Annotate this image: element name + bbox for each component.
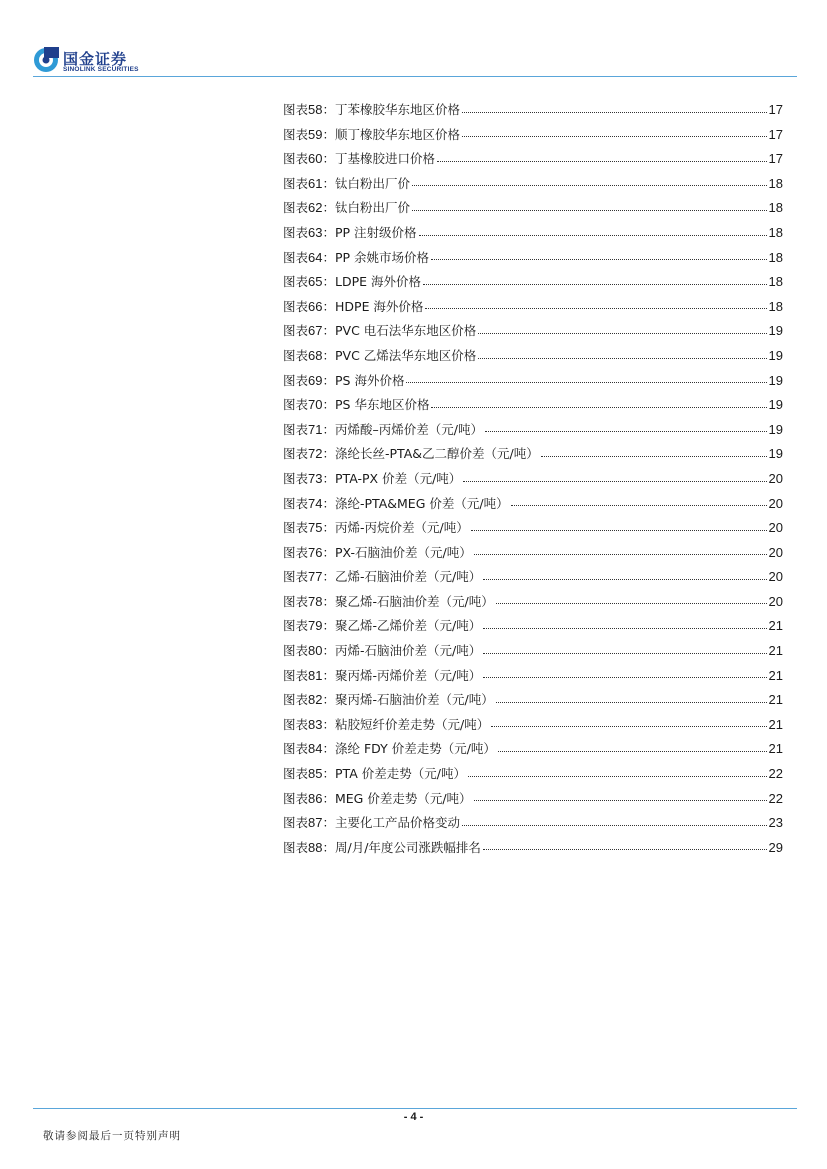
page-reference: 20 (768, 544, 783, 560)
figure-colon: ： (322, 520, 335, 536)
page-reference: 20 (768, 470, 783, 486)
figure-prefix: 图表 (283, 446, 309, 462)
company-logo (33, 47, 163, 77)
toc-entry[interactable] (283, 492, 783, 517)
page-reference: 18 (768, 200, 783, 216)
figure-number: 78 (308, 593, 323, 609)
toc-entry[interactable] (283, 344, 783, 369)
dot-leader (462, 111, 767, 113)
toc-entry[interactable] (283, 442, 783, 467)
figure-prefix: 图表 (283, 766, 309, 782)
page-header (0, 0, 827, 80)
figure-prefix: 图表 (283, 544, 309, 560)
toc-entry[interactable] (283, 614, 783, 639)
page-reference: 17 (768, 102, 783, 117)
figure-prefix: 图表 (283, 298, 309, 314)
figure-prefix: 图表 (283, 716, 309, 732)
dot-leader (483, 578, 766, 580)
toc-entry[interactable] (283, 737, 783, 762)
page-reference: 21 (768, 716, 783, 732)
figure-colon: ： (322, 470, 335, 486)
sinolink-logo-icon (33, 47, 59, 73)
dot-leader (431, 406, 766, 408)
page-reference: 21 (768, 643, 783, 659)
figure-colon: ： (322, 446, 335, 462)
figure-colon: ： (322, 175, 335, 191)
page-reference: 22 (768, 766, 783, 782)
figure-title: PVC 乙烯法华东地区价格 (335, 347, 477, 363)
figure-colon: ： (322, 643, 335, 659)
dot-leader (462, 135, 767, 137)
figure-colon: ： (322, 274, 335, 290)
figure-colon: ： (322, 593, 335, 609)
figure-title: 主要化工产品价格变动 (335, 815, 461, 831)
figure-prefix: 图表 (283, 495, 309, 511)
figure-title: 涤纶长丝-PTA&乙二醇价差（元/吨） (335, 446, 539, 462)
figure-prefix: 图表 (283, 618, 309, 634)
toc-entry[interactable] (283, 123, 783, 148)
toc-entry[interactable] (283, 516, 783, 541)
dot-leader (496, 701, 767, 703)
page-reference: 17 (768, 151, 783, 167)
figure-prefix: 图表 (283, 643, 309, 659)
toc-entry[interactable] (283, 467, 783, 492)
figure-title: PP 注射级价格 (335, 224, 417, 240)
toc-entry[interactable] (283, 541, 783, 566)
figure-prefix: 图表 (283, 323, 309, 339)
dot-leader (471, 529, 767, 531)
toc-entry[interactable] (283, 98, 783, 123)
figure-title: 乙烯-石脑油价差（元/吨） (335, 569, 482, 585)
toc-entry[interactable] (283, 565, 783, 590)
figure-prefix: 图表 (283, 593, 309, 609)
figure-title: 涤纶 FDY 价差走势（元/吨） (335, 741, 496, 757)
page-reference: 18 (768, 298, 783, 314)
page-reference: 17 (768, 126, 783, 142)
figure-title: 钛白粉出厂价 (335, 175, 411, 191)
figure-prefix: 图表 (283, 175, 309, 191)
toc-entry[interactable] (283, 418, 783, 443)
figure-prefix: 图表 (283, 347, 309, 363)
figure-number: 70 (308, 397, 323, 413)
header-divider (33, 76, 797, 77)
figure-prefix: 图表 (283, 151, 309, 167)
figure-colon: ： (322, 323, 335, 339)
figure-number: 88 (308, 839, 323, 855)
figure-colon: ： (322, 126, 335, 142)
figure-title: PS 海外价格 (335, 372, 405, 388)
figure-title: 聚乙烯-石脑油价差（元/吨） (335, 593, 494, 609)
dot-leader (474, 553, 767, 555)
figure-title: 周/月/年度公司涨跌幅排名 (335, 839, 481, 855)
figure-colon: ： (322, 790, 335, 806)
figure-title: 涤纶-PTA&MEG 价差（元/吨） (335, 495, 509, 511)
figure-prefix: 图表 (283, 274, 309, 290)
figure-prefix: 图表 (283, 397, 309, 413)
toc-entry[interactable] (283, 787, 783, 812)
toc-entry[interactable] (283, 172, 783, 197)
toc-entry[interactable] (283, 369, 783, 394)
toc-entry[interactable] (283, 221, 783, 246)
dot-leader (419, 234, 767, 236)
figure-colon: ： (322, 249, 335, 265)
figure-colon: ： (322, 397, 335, 413)
dot-leader (478, 332, 766, 334)
dot-leader (485, 430, 767, 432)
toc-entry[interactable] (283, 811, 783, 836)
figure-prefix: 图表 (283, 790, 309, 806)
figure-prefix: 图表 (283, 249, 309, 265)
figure-colon: ： (322, 839, 335, 855)
figure-title: 顺丁橡胶华东地区价格 (335, 126, 461, 142)
figure-number: 72 (308, 446, 323, 462)
figure-colon: ： (322, 151, 335, 167)
page-number: - 4 - (403, 1111, 424, 1123)
figure-title: PTA 价差走势（元/吨） (335, 766, 466, 782)
toc-entry[interactable] (283, 762, 783, 787)
dot-leader (468, 775, 767, 777)
figure-number: 65 (308, 274, 323, 290)
figure-colon: ： (322, 544, 335, 560)
page-reference: 21 (768, 692, 783, 708)
figure-prefix: 图表 (283, 126, 309, 142)
toc-entry[interactable] (283, 688, 783, 713)
figure-number: 71 (308, 421, 323, 437)
footer-divider (33, 1108, 797, 1109)
figure-title: PS 华东地区价格 (335, 397, 430, 413)
toc-entry[interactable] (283, 639, 783, 664)
page-reference: 18 (768, 175, 783, 191)
dot-leader (483, 676, 766, 678)
figure-number: 74 (308, 495, 323, 511)
page-reference: 20 (768, 495, 783, 511)
figure-colon: ： (322, 692, 335, 708)
toc-entry[interactable] (283, 664, 783, 689)
figure-number: 83 (308, 716, 323, 732)
dot-leader (412, 209, 767, 211)
figure-prefix: 图表 (283, 667, 309, 683)
dot-leader (412, 184, 767, 186)
figure-number: 59 (308, 126, 323, 142)
page-reference: 23 (768, 815, 783, 831)
figure-colon: ： (322, 766, 335, 782)
dot-leader (498, 750, 767, 752)
toc-entry[interactable] (283, 246, 783, 271)
figure-title: 粘胶短纤价差走势（元/吨） (335, 716, 490, 732)
toc-entry[interactable] (283, 590, 783, 615)
page-reference: 18 (768, 274, 783, 290)
figure-number: 64 (308, 249, 323, 265)
figure-colon: ： (322, 618, 335, 634)
figure-number: 73 (308, 470, 323, 486)
dot-leader (425, 307, 766, 309)
dot-leader (423, 283, 767, 285)
figure-number: 58 (308, 102, 323, 117)
toc-entry[interactable] (283, 147, 783, 172)
figure-title: 聚乙烯-乙烯价差（元/吨） (335, 618, 482, 634)
page-reference: 20 (768, 520, 783, 536)
figure-number: 62 (308, 200, 323, 216)
figure-number: 68 (308, 347, 323, 363)
dot-leader (496, 602, 767, 604)
page-reference: 21 (768, 741, 783, 757)
page-reference: 21 (768, 618, 783, 634)
toc-entry[interactable] (283, 836, 783, 861)
dot-leader (478, 357, 766, 359)
dot-leader (406, 381, 766, 383)
figure-number: 82 (308, 692, 323, 708)
page-reference: 29 (768, 839, 783, 855)
figure-number: 63 (308, 224, 323, 240)
page-reference: 22 (768, 790, 783, 806)
dot-leader (431, 258, 766, 260)
figure-title: 钛白粉出厂价 (335, 200, 411, 216)
dot-leader (483, 848, 767, 850)
page-reference: 20 (768, 593, 783, 609)
figure-title: PP 余姚市场价格 (335, 249, 430, 265)
figure-title: 丙烯-丙烷价差（元/吨） (335, 520, 469, 536)
page-reference: 20 (768, 569, 783, 585)
figure-colon: ： (322, 372, 335, 388)
figure-colon: ： (322, 102, 335, 117)
figure-number: 77 (308, 569, 323, 585)
dot-leader (511, 504, 767, 506)
page-reference: 19 (768, 347, 783, 363)
toc-entry[interactable] (283, 295, 783, 320)
toc-entry[interactable] (283, 270, 783, 295)
figure-prefix: 图表 (283, 470, 309, 486)
figure-colon: ： (322, 347, 335, 363)
dot-leader (491, 725, 766, 727)
figure-title: LDPE 海外价格 (335, 274, 421, 290)
figure-title: 丙烯酸–丙烯价差（元/吨） (335, 421, 483, 437)
figure-colon: ： (322, 716, 335, 732)
figure-title: 丁苯橡胶华东地区价格 (335, 102, 461, 117)
page-reference: 18 (768, 224, 783, 240)
figure-number: 75 (308, 520, 323, 536)
figure-colon: ： (322, 569, 335, 585)
figure-title: 丙烯-石脑油价差（元/吨） (335, 643, 482, 659)
figure-title: 丁基橡胶进口价格 (335, 151, 436, 167)
figure-prefix: 图表 (283, 839, 309, 855)
figure-number: 60 (308, 151, 323, 167)
figure-number: 67 (308, 323, 323, 339)
figure-prefix: 图表 (283, 102, 309, 117)
disclaimer-text: 敬请参阅最后一页特别声明 (43, 1130, 181, 1142)
figure-prefix: 图表 (283, 224, 309, 240)
figure-colon: ： (322, 200, 335, 216)
toc-entry[interactable] (283, 393, 783, 418)
toc-entry[interactable] (283, 713, 783, 738)
page-reference: 19 (768, 397, 783, 413)
figure-colon: ： (322, 741, 335, 757)
dot-leader (463, 480, 766, 482)
dot-leader (474, 799, 767, 801)
figure-number: 86 (308, 790, 323, 806)
figure-colon: ： (322, 667, 335, 683)
figure-number: 84 (308, 741, 323, 757)
figure-colon: ： (322, 815, 335, 831)
dot-leader (462, 824, 767, 826)
page-reference: 19 (768, 372, 783, 388)
figure-title: PVC 电石法华东地区价格 (335, 323, 477, 339)
figure-title: 聚丙烯-石脑油价差（元/吨） (335, 692, 494, 708)
figure-list (283, 98, 783, 860)
toc-entry[interactable] (283, 319, 783, 344)
figure-number: 85 (308, 766, 323, 782)
figure-title: HDPE 海外价格 (335, 298, 424, 314)
logo-english-name: SINOLINK SECURITIES (63, 66, 139, 73)
figure-prefix: 图表 (283, 815, 309, 831)
page-reference: 21 (768, 667, 783, 683)
figure-prefix: 图表 (283, 692, 309, 708)
figure-prefix: 图表 (283, 520, 309, 536)
dot-leader (437, 160, 767, 162)
figure-prefix: 图表 (283, 372, 309, 388)
figure-title: PX-石脑油价差（元/吨） (335, 544, 472, 560)
dot-leader (541, 455, 767, 457)
page-reference: 19 (768, 446, 783, 462)
figure-colon: ： (322, 495, 335, 511)
dot-leader (483, 627, 766, 629)
figure-number: 76 (308, 544, 323, 560)
figure-number: 81 (308, 667, 323, 683)
toc-entry[interactable] (283, 196, 783, 221)
page-reference: 18 (768, 249, 783, 265)
figure-colon: ： (322, 298, 335, 314)
figure-prefix: 图表 (283, 421, 309, 437)
figure-number: 69 (308, 372, 323, 388)
figure-number: 87 (308, 815, 323, 831)
figure-colon: ： (322, 421, 335, 437)
dot-leader (483, 652, 766, 654)
figure-title: PTA-PX 价差（元/吨） (335, 470, 462, 486)
figure-number: 80 (308, 643, 323, 659)
figure-colon: ： (322, 224, 335, 240)
logo-chinese-name: 国金证券 (63, 50, 128, 68)
figure-number: 79 (308, 618, 323, 634)
page-reference: 19 (768, 421, 783, 437)
figure-title: MEG 价差走势（元/吨） (335, 790, 472, 806)
figure-prefix: 图表 (283, 569, 309, 585)
figure-number: 66 (308, 298, 323, 314)
figure-title: 聚丙烯-丙烯价差（元/吨） (335, 667, 482, 683)
figure-prefix: 图表 (283, 741, 309, 757)
page-reference: 19 (768, 323, 783, 339)
figure-prefix: 图表 (283, 200, 309, 216)
figure-number: 61 (308, 175, 323, 191)
